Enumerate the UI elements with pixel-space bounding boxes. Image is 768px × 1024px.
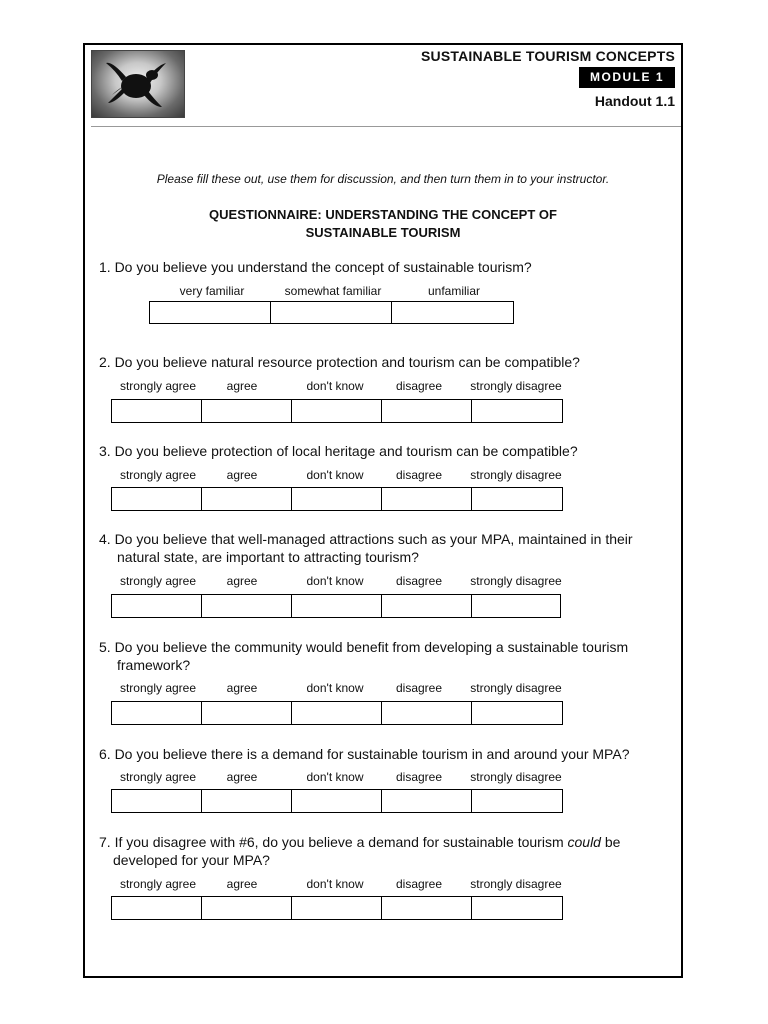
question-7-answer-boxes — [111, 896, 563, 920]
question-5 — [99, 638, 679, 674]
q4-option-strongly-agree: strongly agree — [119, 574, 197, 588]
questionnaire-title-line2: SUSTAINABLE TOURISM — [305, 225, 461, 240]
q6-option-agree: agree — [226, 770, 258, 784]
q5-option-disagree: disagree — [395, 681, 443, 695]
question-2-answer-boxes — [111, 399, 563, 423]
q7-option-disagree: disagree — [395, 877, 443, 891]
questionnaire-title-line1: QUESTIONNAIRE: UNDERSTANDING THE CONCEPT OF — [209, 207, 557, 222]
q2-option-strongly-agree: strongly agree — [119, 379, 197, 393]
q6-box-dont-know[interactable] — [292, 790, 382, 812]
q1-option-unfamiliar: unfamiliar — [427, 284, 481, 298]
q2-box-strongly-disagree[interactable] — [472, 400, 562, 422]
q1-option-very-familiar: very familiar — [179, 284, 245, 298]
question-1-text: 1. Do you believe you understand the concept of sustainable tourism? — [99, 259, 532, 275]
question-1 — [99, 258, 679, 276]
question-5-text-line2: framework? — [117, 657, 191, 673]
q6-box-disagree[interactable] — [382, 790, 472, 812]
question-1-answer-boxes — [149, 301, 514, 324]
q7-option-agree: agree — [226, 877, 258, 891]
q2-box-strongly-agree[interactable] — [112, 400, 202, 422]
q6-option-dont-know: don't know — [306, 770, 364, 784]
q6-box-strongly-agree[interactable] — [112, 790, 202, 812]
q2-box-disagree[interactable] — [382, 400, 472, 422]
handout-page — [83, 43, 683, 978]
q3-option-strongly-disagree: strongly disagree — [470, 468, 562, 482]
question-3-answer-boxes — [111, 487, 563, 511]
question-4-text-line1: 4. Do you believe that well-managed attractions such as your MPA, maintained in their — [99, 531, 633, 547]
question-7-text-line2: developed for your MPA? — [113, 852, 270, 868]
question-7-text-emphasis: could — [567, 834, 601, 850]
q4-box-disagree[interactable] — [382, 595, 472, 617]
q5-option-strongly-agree: strongly agree — [119, 681, 197, 695]
q1-option-somewhat-familiar: somewhat familiar — [284, 284, 382, 298]
q3-box-strongly-agree[interactable] — [112, 488, 202, 510]
q2-box-agree[interactable] — [202, 400, 292, 422]
q1-box-very-familiar[interactable] — [150, 302, 271, 323]
header-divider — [91, 126, 681, 127]
q1-box-unfamiliar[interactable] — [392, 302, 513, 323]
question-6-text: 6. Do you believe there is a demand for sustainable tourism in and around your MPA? — [99, 746, 630, 762]
q7-box-agree[interactable] — [202, 897, 292, 919]
question-5-answer-boxes — [111, 701, 563, 725]
q3-box-strongly-disagree[interactable] — [472, 488, 562, 510]
q3-box-agree[interactable] — [202, 488, 292, 510]
question-7 — [99, 833, 679, 869]
q5-box-strongly-disagree[interactable] — [472, 702, 562, 724]
question-2 — [99, 353, 679, 371]
q2-option-strongly-disagree: strongly disagree — [470, 379, 562, 393]
question-4-answer-boxes — [111, 594, 561, 618]
q3-box-dont-know[interactable] — [292, 488, 382, 510]
q6-box-agree[interactable] — [202, 790, 292, 812]
q4-box-agree[interactable] — [202, 595, 292, 617]
question-3 — [99, 442, 679, 460]
q4-option-disagree: disagree — [395, 574, 443, 588]
q4-option-strongly-disagree: strongly disagree — [470, 574, 562, 588]
q4-option-agree: agree — [226, 574, 258, 588]
sea-turtle-logo — [91, 50, 185, 118]
q4-option-dont-know: don't know — [306, 574, 364, 588]
q6-option-strongly-agree: strongly agree — [119, 770, 197, 784]
q7-option-dont-know: don't know — [306, 877, 364, 891]
q2-box-dont-know[interactable] — [292, 400, 382, 422]
q4-box-strongly-agree[interactable] — [112, 595, 202, 617]
q5-option-strongly-disagree: strongly disagree — [470, 681, 562, 695]
q7-box-dont-know[interactable] — [292, 897, 382, 919]
question-7-text-line1-post: be — [600, 834, 621, 850]
q6-option-strongly-disagree: strongly disagree — [470, 770, 562, 784]
q7-option-strongly-agree: strongly agree — [119, 877, 197, 891]
q5-box-dont-know[interactable] — [292, 702, 382, 724]
q3-option-strongly-agree: strongly agree — [119, 468, 197, 482]
q2-option-disagree: disagree — [395, 379, 443, 393]
question-4 — [99, 530, 679, 566]
handout-number: Handout 1.1 — [594, 93, 675, 109]
q4-box-dont-know[interactable] — [292, 595, 382, 617]
module-badge: MODULE 1 — [579, 67, 675, 88]
instructions-text: Please fill these out, use them for discussion, and then turn them in to your instructor. — [156, 172, 610, 186]
header-title: SUSTAINABLE TOURISM CONCEPTS — [421, 48, 675, 64]
q7-box-disagree[interactable] — [382, 897, 472, 919]
q5-box-disagree[interactable] — [382, 702, 472, 724]
q2-option-dont-know: don't know — [306, 379, 364, 393]
question-6-answer-boxes — [111, 789, 563, 813]
q5-option-agree: agree — [226, 681, 258, 695]
q5-box-strongly-agree[interactable] — [112, 702, 202, 724]
q3-option-agree: agree — [226, 468, 258, 482]
question-4-text-line2: natural state, are important to attracting tourism? — [117, 549, 419, 565]
q7-box-strongly-agree[interactable] — [112, 897, 202, 919]
sea-turtle-icon — [92, 51, 184, 117]
q3-option-disagree: disagree — [395, 468, 443, 482]
q6-option-disagree: disagree — [395, 770, 443, 784]
q5-option-dont-know: don't know — [306, 681, 364, 695]
questionnaire-title — [85, 206, 681, 242]
q3-box-disagree[interactable] — [382, 488, 472, 510]
q6-box-strongly-disagree[interactable] — [472, 790, 562, 812]
question-5-text-line1: 5. Do you believe the community would benefit from developing a sustainable tourism — [99, 639, 629, 655]
question-3-text: 3. Do you believe protection of local heritage and tourism can be compatible? — [99, 443, 578, 459]
q4-box-strongly-disagree[interactable] — [472, 595, 560, 617]
q1-box-somewhat-familiar[interactable] — [271, 302, 393, 323]
q7-box-strongly-disagree[interactable] — [472, 897, 562, 919]
question-6 — [99, 745, 679, 763]
question-7-text-line1-pre: 7. If you disagree with #6, do you believe a demand for sustainable tourism — [99, 834, 568, 850]
q2-option-agree: agree — [226, 379, 258, 393]
q3-option-dont-know: don't know — [306, 468, 364, 482]
question-2-text: 2. Do you believe natural resource protection and tourism can be compatible? — [99, 354, 580, 370]
q5-box-agree[interactable] — [202, 702, 292, 724]
q7-option-strongly-disagree: strongly disagree — [470, 877, 562, 891]
